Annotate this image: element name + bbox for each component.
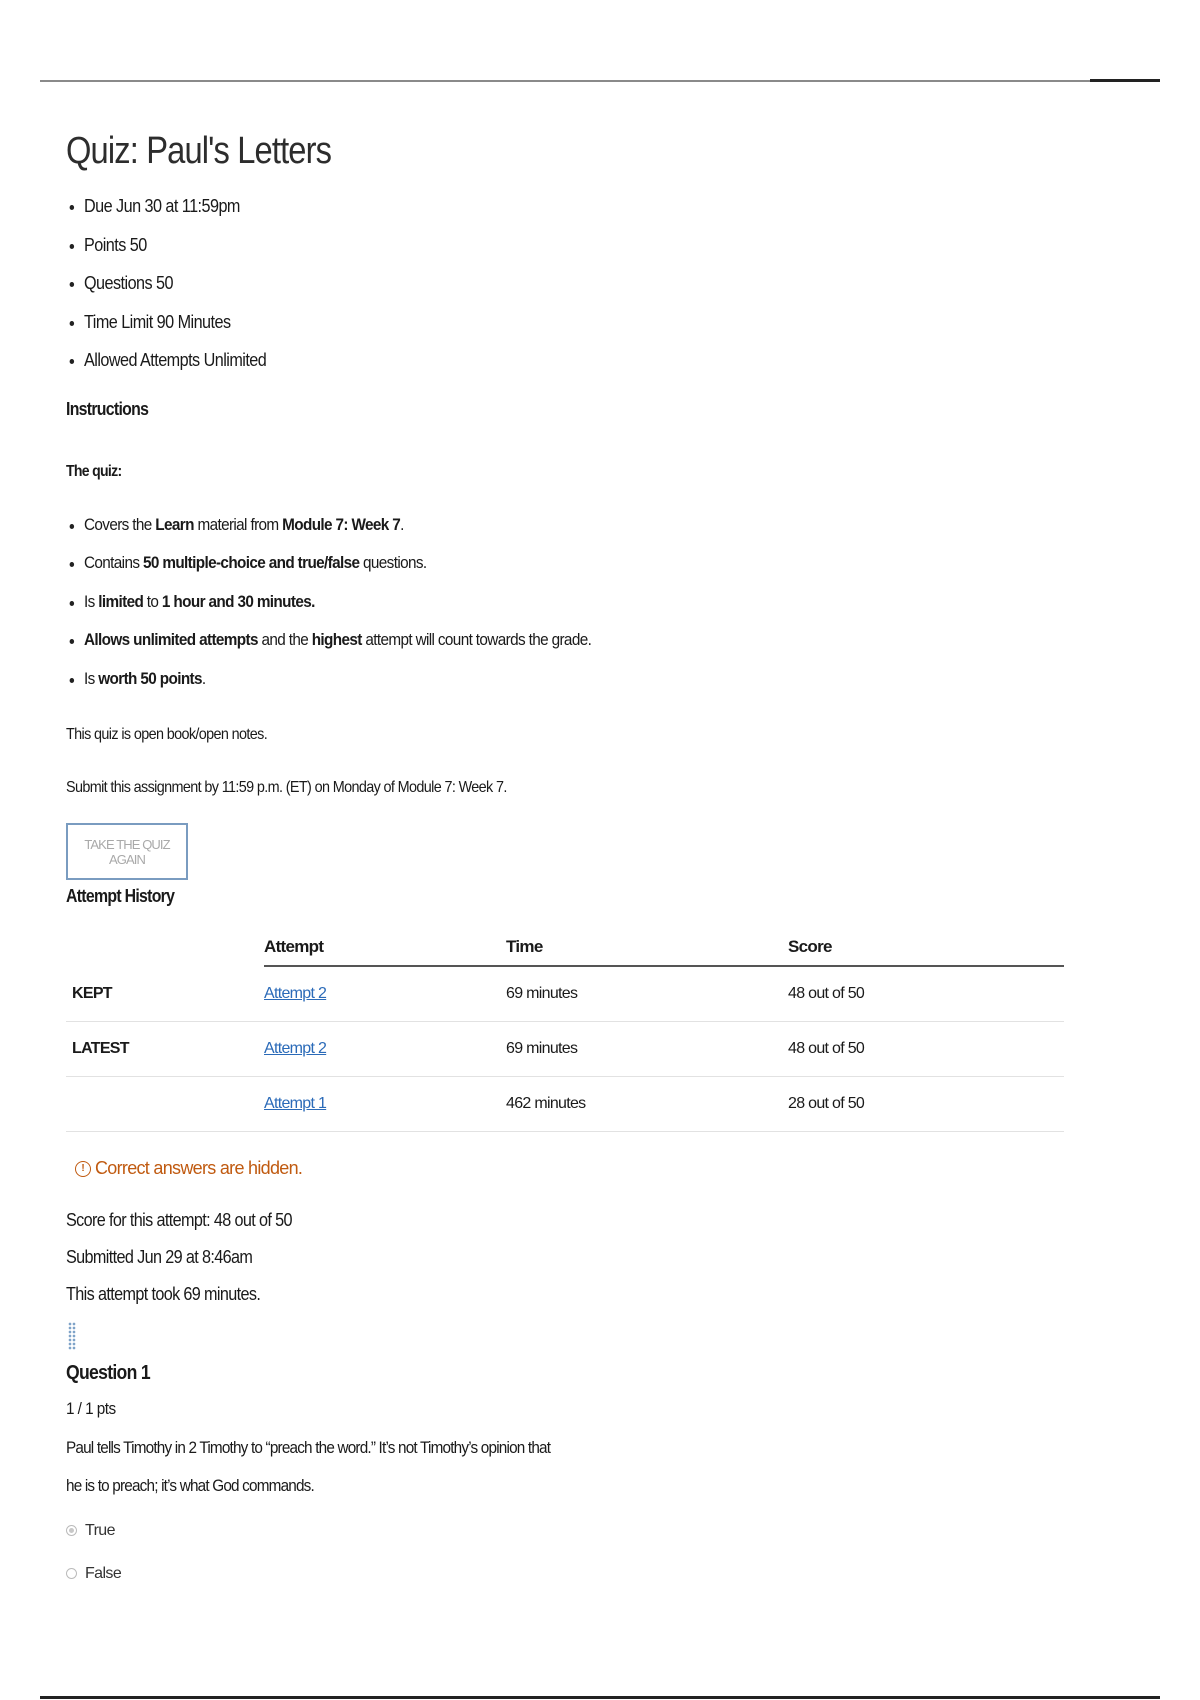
quiz-meta-list: [66, 196, 1066, 389]
open-book-note: This quiz is open book/open notes.: [66, 726, 268, 743]
quiz-rule-item: [66, 592, 966, 631]
column-header-score: Score: [788, 929, 1064, 966]
answer-label: False: [85, 1564, 122, 1582]
quiz-rule-item: [66, 553, 966, 592]
row-label: [66, 1077, 264, 1132]
table-row: [66, 1077, 1064, 1132]
meta-due: Due Jun 30 at 11:59pm: [66, 196, 966, 235]
quiz-rule-item: [66, 630, 966, 669]
table-header-row: [66, 929, 1064, 966]
rule-text: .: [201, 668, 206, 688]
top-divider-accent: [1090, 79, 1160, 82]
rule-text: to: [143, 591, 162, 611]
attempt-link[interactable]: Attempt 2: [264, 1040, 327, 1057]
quiz-subheading: The quiz:: [66, 462, 122, 480]
rule-text: and the: [257, 630, 312, 649]
quiz-rule-item: [66, 515, 966, 554]
rule-text: Contains: [84, 553, 143, 572]
attempt-history-heading: Attempt History: [66, 886, 175, 906]
column-header-time: Time: [506, 929, 788, 966]
question-title: Question 1: [66, 1362, 150, 1384]
table-row: [66, 966, 1064, 1022]
rule-emphasis: highest: [311, 630, 362, 649]
rule-emphasis: Learn: [155, 514, 194, 534]
quiz-rules-list: [66, 515, 1066, 708]
attempt-link[interactable]: Attempt 1: [264, 1095, 327, 1112]
rule-text: material from: [193, 514, 283, 534]
answers-hidden-text: Correct answers are hidden.: [95, 1158, 303, 1178]
answer-option-false[interactable]: [66, 1552, 1066, 1595]
submit-deadline-note: Submit this assignment by 11:59 p.m. (ET) on Monday of Module 7: Week 7.: [66, 779, 507, 796]
top-divider: [40, 80, 1160, 82]
take-quiz-again-button[interactable]: TAKE THE QUIZ AGAIN: [66, 823, 188, 880]
rule-emphasis: 1 hour and 30 minutes.: [161, 591, 315, 611]
question-text: Paul tells Timothy in 2 Timothy to “preach the word.” It’s not Timothy’s opinion that he is to preach; it’s what God commands.: [66, 1438, 551, 1495]
rule-emphasis: limited: [98, 591, 144, 611]
attempt-score: 48 out of 50: [788, 1022, 1064, 1077]
attempt-result: [66, 1209, 1066, 1320]
radio-unselected-icon[interactable]: [66, 1568, 77, 1579]
answer-option-true[interactable]: [66, 1509, 1066, 1552]
attempt-history-table: [66, 929, 1064, 1132]
meta-time-limit: Time Limit 90 Minutes: [66, 312, 966, 351]
quiz-rule-item: [66, 669, 966, 708]
answers-hidden-notice: [75, 1158, 1066, 1179]
attempt-score: 48 out of 50: [788, 966, 1064, 1022]
rule-text: attempt will count towards the grade.: [361, 630, 592, 649]
instructions-heading: Instructions: [66, 398, 149, 419]
row-label: KEPT: [66, 966, 264, 1022]
bottom-divider: [40, 1696, 1160, 1699]
rule-text: Is: [84, 591, 99, 611]
rule-emphasis: worth 50 points: [98, 668, 202, 688]
attempt-time: 69 minutes: [506, 1022, 788, 1077]
table-row: [66, 1022, 1064, 1077]
attempt-score-line: Score for this attempt: 48 out of 50: [66, 1210, 292, 1230]
radio-selected-icon[interactable]: [66, 1525, 77, 1536]
rule-text: .: [400, 514, 404, 534]
rule-text: Covers the: [84, 514, 156, 534]
attempt-time: 69 minutes: [506, 966, 788, 1022]
question-points: 1 / 1 pts: [66, 1399, 116, 1418]
attempt-link[interactable]: Attempt 2: [264, 985, 327, 1002]
meta-questions: Questions 50: [66, 273, 966, 312]
row-label: LATEST: [66, 1022, 264, 1077]
rule-text: Is: [84, 668, 99, 688]
rule-emphasis: Allows unlimited attempts: [84, 630, 258, 649]
attempt-score: 28 out of 50: [788, 1077, 1064, 1132]
attempt-time: 462 minutes: [506, 1077, 788, 1132]
rule-text: questions.: [359, 553, 427, 572]
attempt-submitted-line: Submitted Jun 29 at 8:46am: [66, 1247, 253, 1267]
page-title: Quiz: Paul's Letters: [66, 130, 332, 172]
rule-emphasis: Module 7: Week 7: [282, 514, 401, 534]
attempt-duration-line: This attempt took 69 minutes.: [66, 1284, 261, 1304]
answer-options: [66, 1509, 1066, 1595]
meta-allowed-attempts: Allowed Attempts Unlimited: [66, 350, 966, 389]
rule-emphasis: 50 multiple-choice and true/false: [142, 553, 360, 572]
meta-points: Points 50: [66, 235, 966, 274]
drag-handle-icon[interactable]: [68, 1322, 76, 1350]
answer-label: True: [85, 1521, 115, 1539]
column-header-label: [66, 929, 264, 966]
info-icon: !: [75, 1161, 91, 1177]
quiz-content: [66, 130, 1066, 1595]
column-header-attempt: Attempt: [264, 929, 506, 966]
